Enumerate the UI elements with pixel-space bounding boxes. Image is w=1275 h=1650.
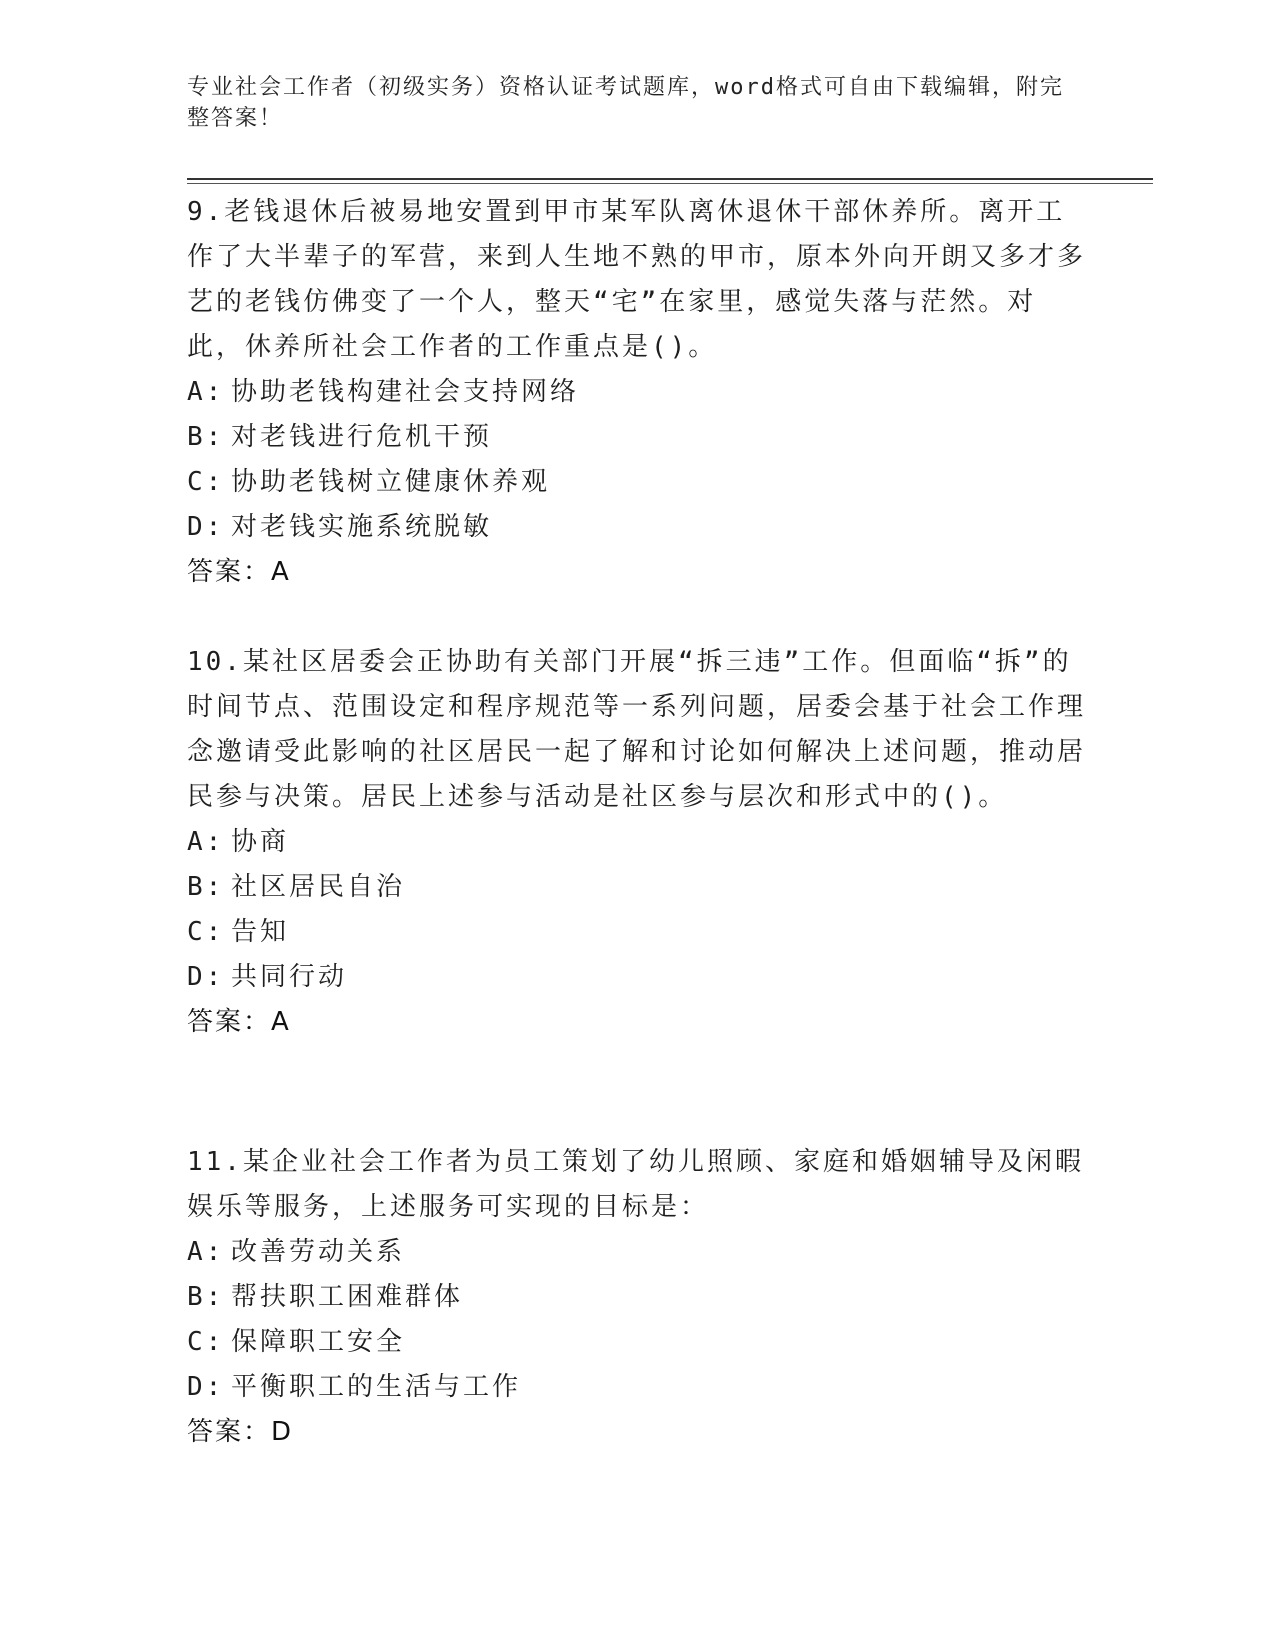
option-a: [187, 1230, 1087, 1275]
option-text: 帮扶职工困难群体: [231, 1282, 464, 1312]
option-text: 协商: [231, 827, 290, 857]
option-text: 告知: [231, 917, 290, 947]
question-stem: 11.某企业社会工作者为员工策划了幼儿照顾、家庭和婚姻辅导及闲暇娱乐等服务，上述服务可实现的目标是：: [187, 1147, 1084, 1222]
option-b: [187, 415, 1087, 460]
answer-line: 答案：A: [187, 1007, 291, 1037]
question-10: [187, 640, 1087, 1045]
option-text: 社区居民自治: [231, 872, 406, 902]
option-text: 协助老钱构建社会支持网络: [231, 377, 580, 407]
question-11: [187, 1140, 1087, 1455]
option-key: D:: [187, 1372, 225, 1402]
option-key: C:: [187, 467, 225, 497]
option-b: [187, 1275, 1087, 1320]
question-9: [187, 190, 1087, 595]
option-text: 对老钱进行危机干预: [231, 422, 493, 452]
option-key: A:: [187, 1237, 225, 1267]
option-text: 协助老钱树立健康休养观: [231, 467, 551, 497]
option-text: 改善劳动关系: [231, 1237, 406, 1267]
document-header: 专业社会工作者（初级实务）资格认证考试题库，word格式可自由下载编辑，附完整答案！: [187, 75, 1064, 131]
option-key: C:: [187, 917, 225, 947]
option-text: 对老钱实施系统脱敏: [231, 512, 493, 542]
option-text: 平衡职工的生活与工作: [231, 1372, 522, 1402]
option-key: A:: [187, 377, 225, 407]
header-divider-thick: [187, 178, 1153, 180]
option-text: 共同行动: [231, 962, 348, 992]
option-d: [187, 955, 1087, 1000]
question-stem: 10.某社区居委会正协助有关部门开展“拆三违”工作。但面临“拆”的时间节点、范围设定和程序规范等一系列问题，居委会基于社会工作理念邀请受此影响的社区居民一起了解和讨论如何解决上述问题，推动居民参与决策。居民上述参与活动是社区参与层次和形式中的()。: [187, 647, 1087, 812]
answer-line: 答案：A: [187, 557, 291, 587]
header-divider-thin: [187, 183, 1153, 184]
option-a: [187, 820, 1087, 865]
option-key: B:: [187, 422, 225, 452]
option-key: D:: [187, 512, 225, 542]
option-a: [187, 370, 1087, 415]
option-b: [187, 865, 1087, 910]
option-key: A:: [187, 827, 225, 857]
option-text: 保障职工安全: [231, 1327, 406, 1357]
option-key: B:: [187, 1282, 225, 1312]
option-c: [187, 1320, 1087, 1365]
option-c: [187, 910, 1087, 955]
option-key: B:: [187, 872, 225, 902]
option-c: [187, 460, 1087, 505]
answer-line: 答案：D: [187, 1417, 294, 1447]
option-key: D:: [187, 962, 225, 992]
option-d: [187, 1365, 1087, 1410]
option-d: [187, 505, 1087, 550]
option-key: C:: [187, 1327, 225, 1357]
question-stem: 9.老钱退休后被易地安置到甲市某军队离休退休干部休养所。离开工作了大半辈子的军营，来到人生地不熟的甲市，原本外向开朗又多才多艺的老钱仿佛变了一个人，整天“宅”在家里，感觉失落与茫然。对此，休养所社会工作者的工作重点是()。: [187, 197, 1087, 362]
